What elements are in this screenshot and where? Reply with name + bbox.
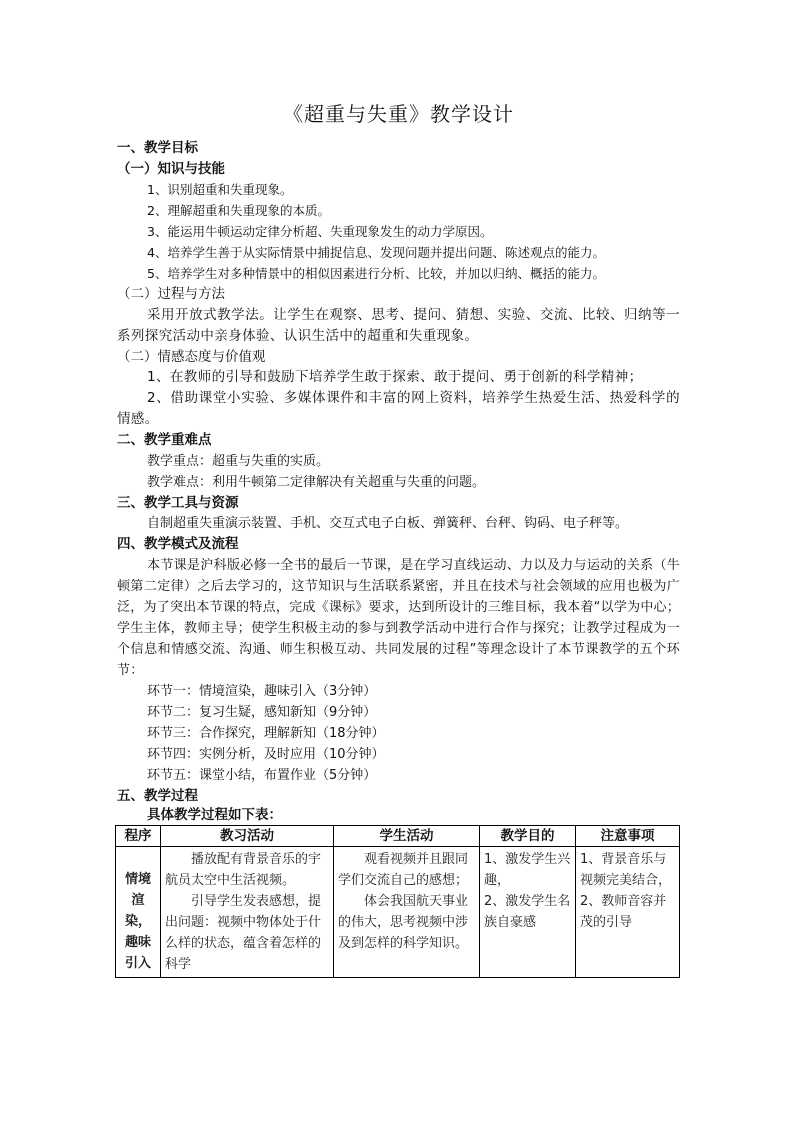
- section-heading-procedure: 五、教学过程: [117, 787, 198, 804]
- list-item: 5、培养学生对多种情景中的相似因素进行分析、比较，并加以归纳、概括的能力。: [147, 266, 605, 281]
- table-row: [116, 847, 680, 978]
- subsection-heading-process: （二）过程与方法: [117, 286, 225, 302]
- paragraph-emotion-2: 2、借助课堂小实验、多媒体课件和丰富的网上资料，培养学生热爱生活、热爱科学的情感。: [117, 390, 680, 427]
- section-heading-key-points: 二、教学重难点: [117, 432, 212, 448]
- subsection-heading-knowledge: （一）知识与技能: [117, 160, 225, 177]
- document-page: [117, 100, 680, 978]
- list-item: 2、理解超重和失重现象的本质。: [147, 203, 330, 218]
- table-header-row: [116, 826, 680, 847]
- student-activity-cell: 观看视频并且跟同学们交流自己的感想； 体会我国航天事业的伟大，思考视频中涉及到怎样的科学知识。: [334, 847, 480, 978]
- paragraph-emotion-1: 1、在教师的引导和鼓励下培养学生敢于探索、敢于提问、勇于创新的科学精神；: [147, 369, 643, 385]
- table-caption: 具体教学过程如下表：: [147, 807, 282, 823]
- procedure-table: [115, 825, 680, 978]
- step-item: 环节四：实例分析，及时应用（10分钟）: [147, 746, 385, 762]
- list-item: 4、培养学生善于从实际情景中捕捉信息、发现问题并提出问题、陈述观点的能力。: [147, 245, 605, 260]
- column-header: 学生活动: [334, 826, 480, 847]
- column-header: 教学目的: [480, 826, 576, 847]
- purpose-cell: 1、激发学生兴趣， 2、激发学生名族自豪感: [480, 847, 576, 978]
- stage-cell: 情境 渲 染， 趣味 引入: [116, 847, 161, 978]
- column-header: 注意事项: [576, 826, 680, 847]
- list-item: 3、能运用牛顿运动定律分析超、失重现象发生的动力学原因。: [147, 224, 493, 239]
- key-point: 教学重点：超重与失重的实质。: [147, 453, 330, 469]
- subsection-heading-emotion: （二）情感态度与价值观: [117, 348, 266, 365]
- column-header: 程序: [116, 826, 161, 847]
- section-heading-mode: 四、教学模式及流程: [117, 536, 239, 552]
- paragraph-process: 采用开放式教学法。让学生在观察、思考、提问、猜想、实验、交流、比较、归纳等一系列探究活动中亲身体验、认识生活中的超重和失重现象。: [117, 306, 680, 344]
- paragraph-mode: 本节课是沪科版必修一全书的最后一节课，是在学习直线运动、力以及力与运动的关系（牛顿第二定律）之后去学习的，这节知识与生活联系紧密，并且在技术与社会领域的应用也极为广泛，为了突出本节课的特点，完成《课标》要求，达到所设计的三维目标，我本着“以学为中心；学生主体，教师主导；使学生积极主动的参与到教学活动中进行合作与探究；让教学过程成为一个信息和情感交流、沟通、师生积极互动、共同发展的过程”等理念设计了本节课教学的五个环节：: [117, 557, 680, 678]
- step-item: 环节三：合作探究，理解新知（18分钟）: [147, 725, 385, 741]
- step-item: 环节五：课堂小结，布置作业（5分钟）: [147, 767, 377, 783]
- column-header: 教习活动: [161, 826, 334, 847]
- section-heading-tools: 三、教学工具与资源: [117, 494, 239, 511]
- step-item: 环节一：情境渲染，趣味引入（3分钟）: [147, 683, 377, 699]
- section-heading-objectives: 一、教学目标: [117, 140, 198, 156]
- document-title: 《超重与失重》教学设计: [283, 102, 514, 126]
- difficulty-point: 教学难点：利用牛顿第二定律解决有关超重与失重的问题。: [147, 474, 486, 490]
- tools-text: 自制超重失重演示装置、手机、交互式电子白板、弹簧秤、台秤、钩码、电子秤等。: [147, 516, 629, 531]
- list-item: 1、识别超重和失重现象。: [147, 182, 293, 197]
- notes-cell: 1、背景音乐与视频完美结合， 2、教师音容并茂的引导: [576, 847, 680, 978]
- step-item: 环节二：复习生疑，感知新知（9分钟）: [147, 704, 377, 720]
- teacher-activity-cell: 播放配有背景音乐的宇航员太空中生活视频。 引导学生发表感想，提出问题：视频中物体处于什么样的状态，蕴含着怎样的科学: [161, 847, 334, 978]
